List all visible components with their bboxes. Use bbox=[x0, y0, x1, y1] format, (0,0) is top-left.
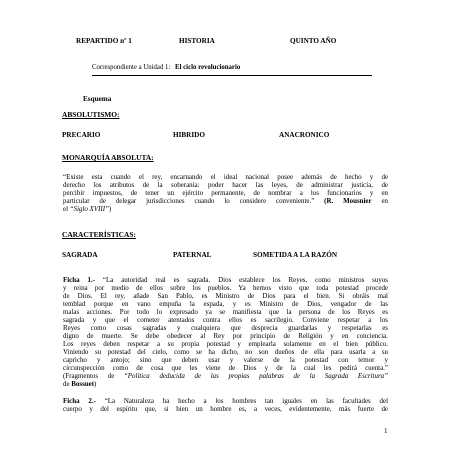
char-razon: SOMETIDA A LA RAZÓN bbox=[253, 251, 338, 259]
caracteristicas-heading: CARACTERÍSTICAS: bbox=[62, 230, 136, 239]
ficha-line: de Dios. El rey, añade San Pablo, es Ministro de Dios para el bien. Si obráis mal bbox=[63, 292, 388, 300]
type-anacronico: ANACRONICO bbox=[279, 131, 330, 139]
quote-author-tail: en bbox=[371, 197, 388, 205]
ficha-line: temblad porque en vano empuña la espada, y es Ministro de Dios, vengador de las bbox=[63, 300, 388, 308]
quote-line: derecho los atributos de la soberanía: poder hacer las leyes, de administrar justicia, de bbox=[63, 181, 388, 189]
ficha-line: Reyes como cosas sagradas y cualquiera que desprecia guardarlas y respetarlas es bbox=[63, 324, 388, 332]
quote-line bbox=[63, 197, 388, 205]
ficha-line: capricho y antojo; sino que deben usar y valerse de la potestad con temor y bbox=[63, 356, 388, 364]
unit-prefix: Correspondiente a Unidad 1: bbox=[92, 64, 171, 71]
repartido-label: REPARTIDO nº 1 bbox=[76, 37, 132, 45]
quote-source: el “Siglo XVIII”) bbox=[63, 205, 112, 213]
ficha-line: Viniendo su potestad del cielo, como se ha dicho, no son dueños de ella para usarla a su bbox=[63, 348, 388, 356]
ficha-1-author: Bossuet bbox=[71, 380, 95, 388]
ficha-1-label: Ficha 1.- bbox=[63, 276, 95, 284]
ficha-1-reference: (Fragmentos de “Política deducida de las propias palabras de la Sagrada Escritura” bbox=[63, 372, 388, 380]
ficha-line: Ficha 1.- “La autoridad real es sagrada. Dios establece los Reyes, como ministros suyos bbox=[63, 276, 388, 284]
ficha-line: malas acciones. Por todo lo expresado ya se manifiesta que la persona de los Reyes es bbox=[63, 308, 388, 316]
ficha-line: y reina por medio de ellos sobre los pueblos. Ya hemos visto que toda potestad procede bbox=[63, 284, 388, 292]
header-rule bbox=[92, 75, 372, 76]
quote-line: “Existe esta cuando el rey, encarnando el ideal nacional posee además de hecho y de bbox=[63, 173, 388, 181]
ficha-1-author-line: de Bossuet) bbox=[63, 380, 97, 388]
mousnier-quote bbox=[63, 173, 388, 213]
char-sagrada: SAGRADA bbox=[62, 251, 98, 259]
quote-author: (R. Mousnier bbox=[324, 197, 372, 205]
ficha-line: circunspección como de cosa que les viene de Dios y de la cual les pedirá cuenta.” bbox=[63, 364, 388, 372]
char-paternal: PATERNAL bbox=[173, 251, 212, 259]
ficha-2 bbox=[63, 397, 388, 413]
ficha-line: Ficha 2.- “La Naturaleza ha hecho a los hombres tan iguales en las facultades del bbox=[63, 397, 389, 405]
ficha-1 bbox=[63, 276, 388, 388]
subject-label: HISTORIA bbox=[179, 37, 215, 45]
quote-line: percibir impuestos, de tener un ejército permanente, de nombrar a los funcionarios y en bbox=[63, 189, 388, 197]
grade-label: QUINTO AÑO bbox=[290, 37, 337, 45]
esquema-heading: Esquema bbox=[83, 95, 112, 103]
ficha-line: sagrada y que el cometer atentados contra ellos es sacrilegio. Conviene respetar a los bbox=[63, 316, 388, 324]
ficha-line: digno de muerte. Se debe obedecer al Rey por principio de Religión y en conciencia. bbox=[63, 332, 388, 340]
ficha-1-ref-title: “Política deducida de las propias palabras de la Sagrada Escritura” bbox=[123, 372, 388, 380]
ficha-line: cuerpo y del espíritu que, si bien un hombre es, a veces, evidentemente, más fuerte de bbox=[63, 405, 388, 413]
quote-source-title: “Siglo XVIII” bbox=[69, 205, 109, 213]
monarquia-heading: MONARQUÍA ABSOLUTA: bbox=[62, 153, 154, 162]
type-hibrido: HIBRIDO bbox=[173, 131, 205, 139]
page-number: 1 bbox=[384, 427, 388, 435]
unit-title: El ciclo revolucionario bbox=[175, 64, 241, 71]
unit-reference bbox=[92, 64, 240, 71]
type-precario: PRECARIO bbox=[62, 131, 101, 139]
absolutismo-heading: ABSOLUTISMO: bbox=[62, 110, 120, 119]
quote-line-end: particular de delegar jurisdicciones cuando lo considere conveniente.” bbox=[63, 197, 315, 205]
ficha-2-label: Ficha 2.- bbox=[63, 397, 96, 405]
ficha-line: Los reyes deben respetar a su propia potestad y emplearla solamente en el bien público. bbox=[63, 340, 388, 348]
